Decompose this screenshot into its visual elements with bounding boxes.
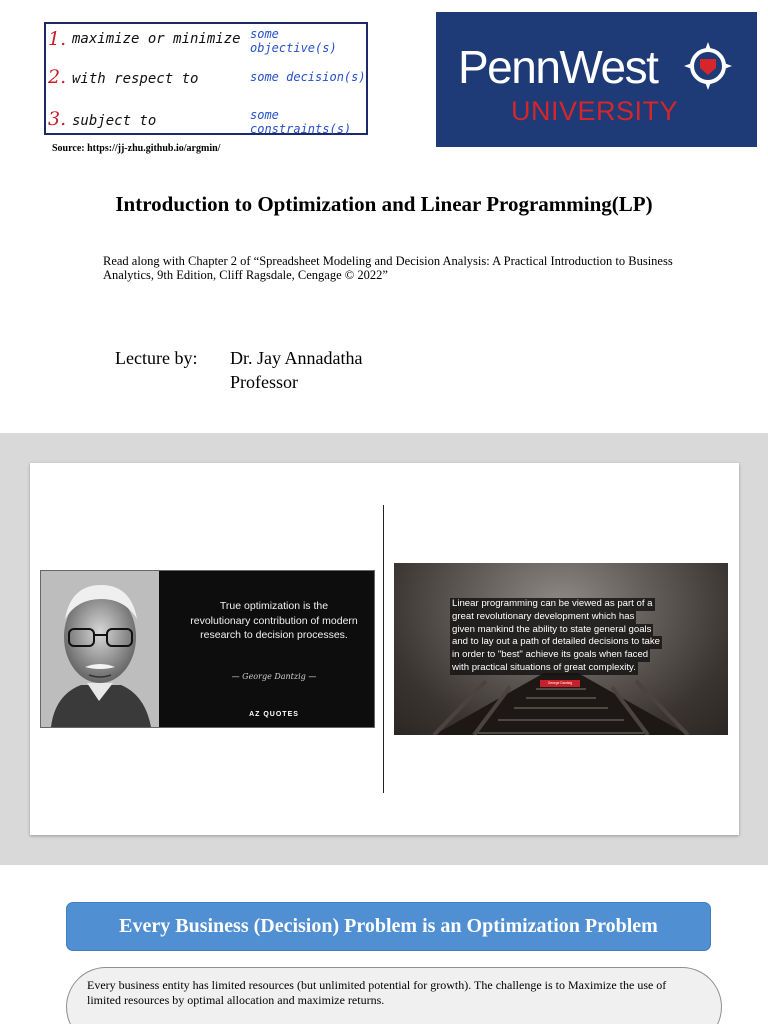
note-number: 3. [48,108,67,130]
optimization-handwritten-note [44,22,368,135]
quote-text: True optimization is the revolutionary contribution of modern research to decision processes. [190,600,358,641]
note-row-1 [46,26,366,56]
quote-line: with practical situations of great complexity. [452,661,636,673]
george-dantzig-portrait [41,571,159,727]
section-banner [66,902,711,951]
title-slide [0,0,768,433]
linear-programming-quote-card [394,563,728,735]
quote-line: given mankind the ability to state general goals [452,623,652,635]
note-number: 1. [48,28,67,50]
lecture-title: Introduction to Optimization and Linear Programming(LP) [115,192,653,216]
lecture-by-label: Lecture by: [115,348,198,368]
note-left-text: maximize or minimize [72,31,241,47]
note-row-3 [46,108,366,138]
lecturer-role: Professor [230,372,298,392]
banner-title: Every Business (Decision) Problem is an Optimization Problem [119,915,658,937]
note-number: 2. [48,66,67,88]
quote-author: — George Dantzig — [231,672,317,681]
quote-author-tag: George Dantzig [540,680,580,687]
pennwest-logo [436,12,757,147]
note-right-text: some constraints(s) [250,108,352,136]
note-left-text: with respect to [72,71,199,87]
source-citation: Source: https://jj-zhu.github.io/argmin/ [52,143,221,154]
azquotes-brand: AZ QUOTES [249,711,299,718]
body-text: Every business entity has limited resources (but unlimited potential for growth). The challenge is to Maximize the use of limited resources by optimal allocation and maximize returns. [87,978,667,1007]
quote-line: great revolutionary development which has [452,610,635,622]
logo-name: PennWest [458,41,658,93]
read-along-note: Read along with Chapter 2 of “Spreadsheet Modeling and Decision Analysis: A Practical Introduction to Business Analytics, 9th Edition, Cliff Ragsdale, Cengage © 2022” [103,254,673,282]
vertical-divider [383,505,384,793]
quote-line: Linear programming can be viewed as part of a [452,598,653,609]
dantzig-quote-card [40,570,375,728]
quote-line: and to lay out a path of detailed decisions to take [452,636,661,648]
quote-text [450,598,672,675]
quote-line: in order to "best" achieve its goals when faced [452,649,649,661]
note-row-2 [46,66,366,96]
quotes-slide [30,463,739,835]
note-right-text: some objective(s) [250,27,337,55]
note-left-text: subject to [72,113,157,129]
body-text-bubble [66,967,722,1024]
lecturer-name: Dr. Jay Annadatha [230,348,363,368]
logo-subtitle: UNIVERSITY [511,96,679,126]
compass-seal-icon [682,40,734,92]
note-right-text: some decision(s) [250,70,366,84]
